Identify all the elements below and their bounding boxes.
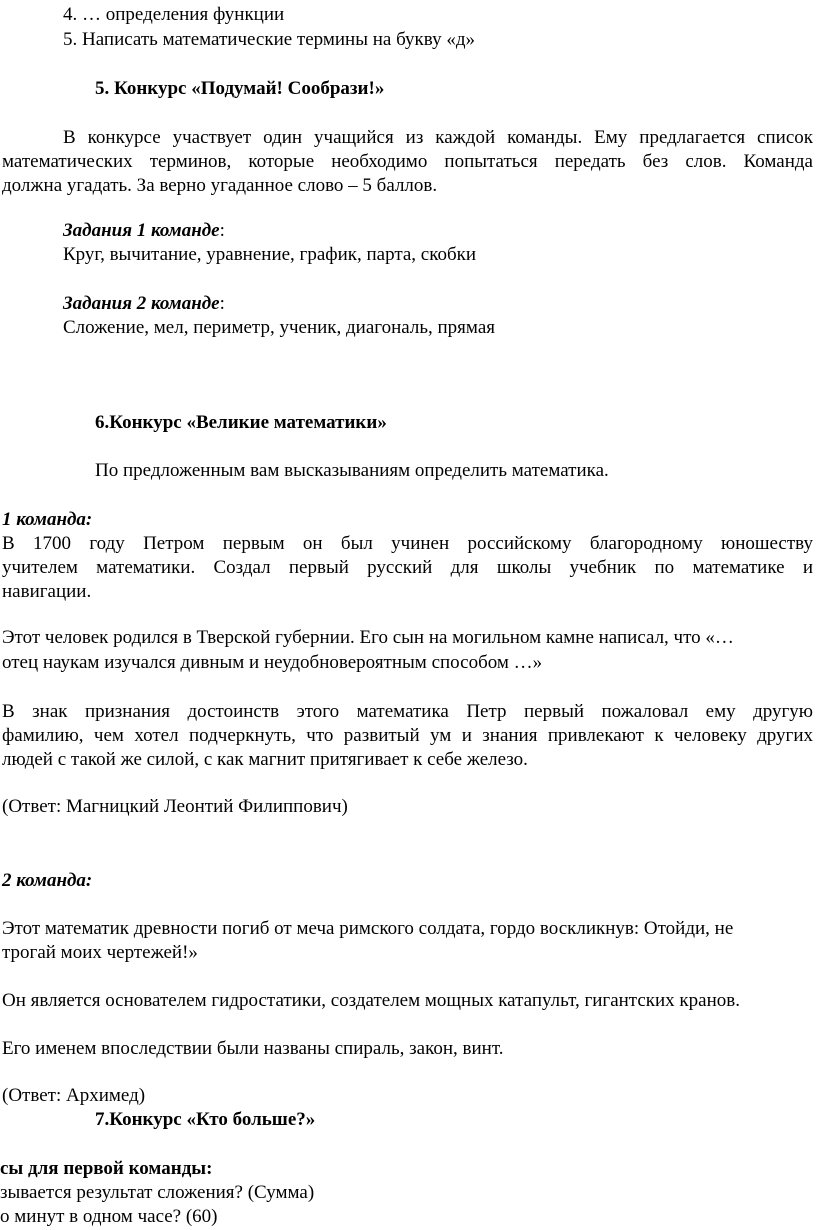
team1-answer: (Ответ: Магницкий Леонтий Филиппович) <box>2 796 348 817</box>
contest5-intro-line: математических терминов, которые необходимо попытаться передать без слов. Команда <box>2 151 813 172</box>
contest7-question: зывается результат сложения? (Сумма) <box>0 1182 315 1203</box>
team2-para2: Он является основателем гидростатики, создателем мощных катапульт, гигантских кранов. <box>2 990 740 1011</box>
team1-para1-line: учителем математики. Создал первый русский для школы учебник по математике и <box>2 557 813 578</box>
team1-para2-line: отец наукам изучался дивным и неудобновероятным способом …» <box>2 652 543 673</box>
team1-para3-line: людей с такой же силой, с как магнит притягивает к себе железо. <box>2 749 528 770</box>
contest5-intro-line: В конкурсе участвует один учащийся из каждой команды. Ему предлагается список <box>63 127 813 148</box>
team2-para3: Его именем впоследствии были названы спираль, закон, винт. <box>2 1038 504 1059</box>
team2-label: 2 команда: <box>2 870 93 891</box>
list-item-5: 5. Написать математические термины на букву «д» <box>63 29 476 50</box>
team1-task-words: Круг, вычитание, уравнение, график, парта, скобки <box>63 244 477 265</box>
team2-task-words: Сложение, мел, периметр, ученик, диагональ, прямая <box>63 317 495 338</box>
team1-para2-line: Этот человек родился в Тверской губернии. Его сын на могильном камне написал, что «… <box>2 627 734 648</box>
contest7-questions-label: сы для первой команды: <box>0 1158 213 1179</box>
team1-task-label: Задания 1 команде <box>63 220 220 241</box>
team1-label: 1 команда: <box>2 509 93 530</box>
team2-task-label: Задания 2 команде <box>63 293 220 314</box>
team2-para1-line: трогай моих чертежей!» <box>2 942 198 963</box>
team1-para1-line: навигации. <box>2 581 92 602</box>
team1-para3-line: В знак признания достоинств этого математика Петр первый пожаловал ему другую <box>2 701 813 722</box>
contest5-heading: 5. Конкурс «Подумай! Сообрази!» <box>95 78 385 99</box>
team2-answer: (Ответ: Архимед) <box>2 1085 146 1106</box>
team1-task-heading <box>63 219 225 242</box>
team2-para1-line: Этот математик древности погиб от меча римского солдата, гордо воскликнув: Отойди, не <box>2 918 734 939</box>
contest7-question: о минут в одном часе? (60) <box>0 1206 218 1227</box>
contest5-intro-line: должна угадать. За верно угаданное слово – 5 баллов. <box>2 175 438 196</box>
contest6-heading: 6.Конкурс «Великие математики» <box>95 412 387 433</box>
team2-task-heading <box>63 292 225 315</box>
contest7-heading: 7.Конкурс «Кто больше?» <box>95 1109 316 1130</box>
list-item-4: 4. … определения функции <box>63 4 285 25</box>
team1-para1-line: В 1700 году Петром первым он был учинен российскому благородному юношеству <box>2 533 813 554</box>
colon: : <box>219 220 225 241</box>
team1-para3-line: фамилию, чем хотел подчеркнуть, что развитый ум и знания привлекают к человеку других <box>2 725 813 746</box>
colon: : <box>219 293 225 314</box>
contest6-instruction: По предложенным вам высказываниям определить математика. <box>95 460 609 481</box>
